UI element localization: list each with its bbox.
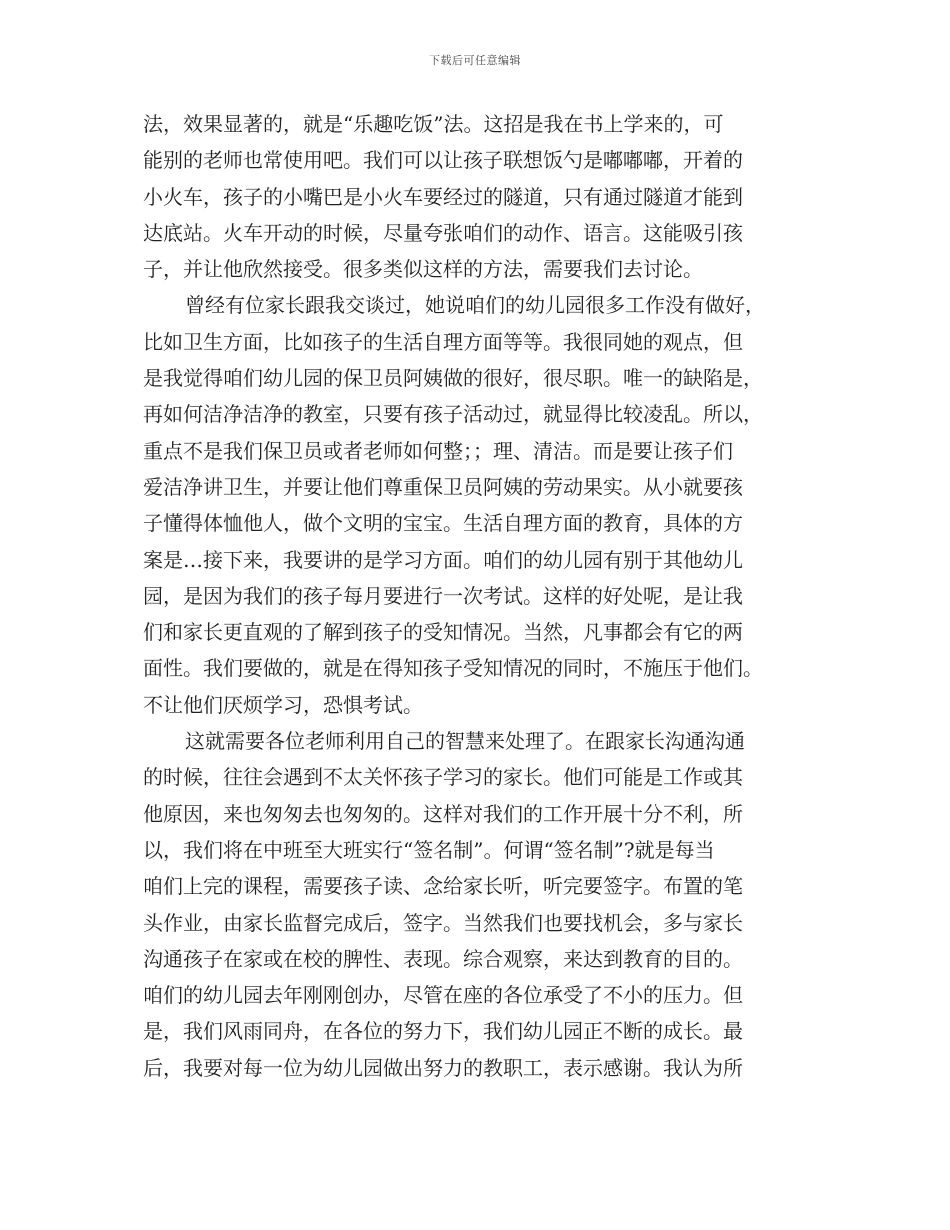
text-line: 以，我们将在中班至大班实行“签名制”。何谓“签名制”?就是每当	[143, 837, 715, 862]
text-line: 案是…接下来，我要讲的是学习方面。咱们的幼儿园有别于其他幼儿	[143, 547, 743, 572]
text-line: 重点不是我们保卫员或者老师如何整；；理、清洁。而是要让孩子们	[143, 438, 733, 463]
text-line: 达底站。火车开动的时候，尽量夸张咱们的动作、语言。这能吸引孩	[143, 220, 743, 245]
text-line: 爱洁净讲卫生，并要让他们尊重保卫员阿姨的劳动果实。从小就要孩	[143, 474, 743, 499]
text-line: 们和家长更直观的了解到孩子的受知情况。当然，凡事都会有它的两	[143, 620, 743, 645]
text-line: 园，是因为我们的孩子每月要进行一次考试。这样的好处呢，是让我	[143, 583, 743, 608]
text-line: 再如何洁净洁净的教室，只要有孩子活动过，就显得比较凌乱。所以，	[143, 402, 763, 427]
text-line: 是，我们风雨同舟，在各位的努力下，我们幼儿园正不断的成长。最	[143, 1019, 743, 1044]
text-line: 不让他们厌烦学习，恐惧考试。	[143, 692, 423, 717]
text-line: 咱们上完的课程，需要孩子读、念给家长听，听完要签字。布置的笔	[143, 874, 743, 899]
text-line: 比如卫生方面，比如孩子的生活自理方面等等。我很同她的观点，但	[143, 329, 743, 354]
text-line: 他原因，来也匆匆去也匆匆的。这样对我们的工作开展十分不利，所	[143, 801, 743, 826]
text-line: 后，我要对每一位为幼儿园做出努力的教职工，表示感谢。我认为所	[143, 1055, 743, 1080]
text-line: 咱们的幼儿园去年刚刚创办，尽管在座的各位承受了不小的压力。但	[143, 983, 743, 1008]
paragraph-start-line: 这就需要各位老师利用自己的智慧来处理了。在跟家长沟通沟通	[185, 729, 745, 754]
text-line: 沟通孩子在家或在校的脾性、表现。综合观察，来达到教育的目的。	[143, 946, 743, 971]
page-header: 下载后可任意编辑	[429, 54, 521, 67]
text-line: 能别的老师也常使用吧。我们可以让孩子联想饭勺是嘟嘟嘟，开着的	[143, 148, 743, 173]
document-body	[143, 106, 807, 1086]
text-line: 的时候，往往会遇到不太关怀孩子学习的家长。他们可能是工作或其	[143, 765, 743, 790]
text-line: 头作业，由家长监督完成后，签字。当然我们也要找机会，多与家长	[143, 910, 743, 935]
text-line: 面性。我们要做的，就是在得知孩子受知情况的同时，不施压于他们。	[143, 656, 763, 681]
text-line: 子，并让他欣然接受。很多类似这样的方法，需要我们去讨论。	[143, 257, 703, 282]
paragraph-start-line: 曾经有位家长跟我交谈过，她说咱们的幼儿园很多工作没有做好，	[185, 293, 765, 318]
text-line: 小火车，孩子的小嘴巴是小火车要经过的隧道，只有通过隧道才能到	[143, 184, 743, 209]
text-line: 子懂得体恤他人，做个文明的宝宝。生活自理方面的教育，具体的方	[143, 511, 743, 536]
text-line: 法，效果显著的，就是“乐趣吃饭”法。这招是我在书上学来的，可	[143, 112, 724, 136]
text-line: 是我觉得咱们幼儿园的保卫员阿姨做的很好，很尽职。唯一的缺陷是，	[143, 366, 763, 391]
